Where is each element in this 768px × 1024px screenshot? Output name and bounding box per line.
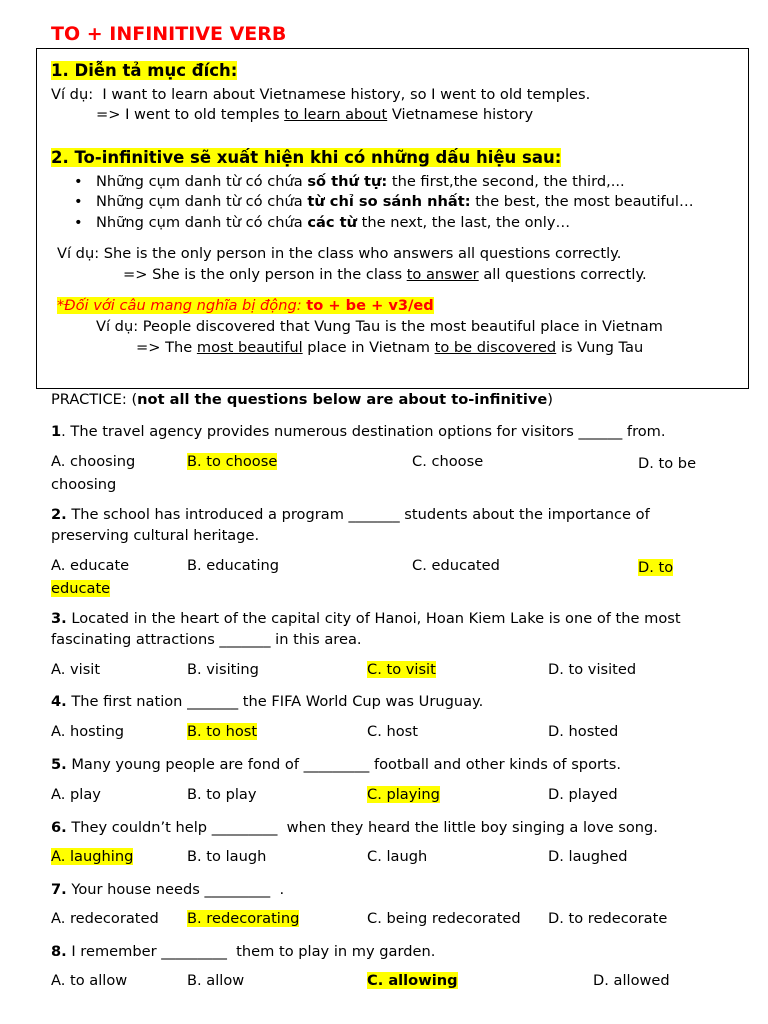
question-6 — [51, 817, 711, 838]
example-label: Ví dụ: — [51, 86, 94, 103]
question-text: Many young people are fond of _________ football and other kinds of sports. — [66, 756, 621, 773]
rewrite-text: all questions correctly. — [478, 266, 647, 283]
question-number: 5. — [51, 756, 67, 773]
underlined-phrase: to learn about — [284, 106, 388, 123]
document-title: TO + INFINITIVE VERB — [51, 23, 287, 45]
option-c-answer: C. playing — [367, 786, 440, 803]
question-number: 3. — [51, 610, 67, 627]
option-a: A. redecorated — [51, 910, 159, 927]
rewrite-text: => The — [136, 339, 197, 356]
bullet-bold: từ chỉ so sánh nhất: — [307, 193, 471, 210]
option-d: D. laughed — [548, 848, 628, 865]
bullet-text: Những cụm danh từ có chứa — [96, 173, 308, 190]
option-c-answer: C. allowing — [367, 972, 458, 989]
section-2-heading: 2. To-infinitive sẽ xuất hiện khi có những dấu hiệu sau: — [51, 148, 562, 167]
section-2-example: Ví dụ: She is the only person in the class who answers all questions correctly. — [57, 245, 622, 262]
option-b: B. to laugh — [187, 848, 267, 865]
bullet-text: the best, the most beautiful… — [470, 193, 694, 210]
option-d: D. to be choosing — [51, 455, 697, 493]
rewrite-text: Vietnamese history — [387, 106, 534, 123]
section-1-heading: 1. Diễn tả mục đích: — [51, 61, 238, 80]
practice-text: ) — [547, 391, 553, 408]
option-d-answer — [51, 557, 711, 599]
rewrite-text: => I went to old temples — [96, 106, 285, 123]
answer-highlight: D. to educate — [51, 559, 674, 597]
question-text: I remember _________ them to play in my garden. — [66, 943, 436, 960]
question-1 — [51, 421, 711, 442]
question-text: . The travel agency provides numerous destination options for visitors ______ from. — [61, 423, 666, 440]
option-c-answer: C. to visit — [367, 661, 436, 678]
option-a: A. educate — [51, 557, 130, 574]
example-sentence: I want to learn about Vietnamese history, so I went to old temples. — [102, 86, 591, 103]
bullet-item — [96, 214, 570, 231]
option-b-answer: B. to choose — [187, 453, 278, 470]
option-c: C. educated — [412, 557, 500, 574]
rewrite-text: => She is the only person in the class — [123, 266, 407, 283]
option-b-answer: B. to host — [187, 723, 258, 740]
bullet-text: the first,the second, the third,... — [387, 173, 625, 190]
bullet-item — [96, 193, 694, 210]
question-text: Located in the heart of the capital city of Hanoi, Hoan Kiem Lake is one of the most fascinating attractions _______ in this area. — [51, 610, 681, 648]
section-2-rewrite — [123, 266, 647, 283]
note-text: *Đối với câu mang nghĩa bị động: — [57, 297, 307, 314]
option-b: B. educating — [187, 557, 280, 574]
option-c: C. choose — [412, 453, 484, 470]
option-d: D. to visited — [548, 661, 637, 678]
section-1-example — [51, 86, 590, 103]
practice-label — [51, 391, 553, 408]
practice-bold: not all the questions below are about to-infinitive — [137, 391, 548, 408]
option-a: A. visit — [51, 661, 101, 678]
option-a: A. hosting — [51, 723, 125, 740]
option-a-answer: A. laughing — [51, 848, 134, 865]
note-formula: to + be + v3/ed — [306, 297, 434, 314]
bullet-text: Những cụm danh từ có chứa — [96, 193, 308, 210]
bullet-text: Những cụm danh từ có chứa — [96, 214, 308, 231]
option-a: A. choosing — [51, 453, 136, 470]
option-c: C. laugh — [367, 848, 428, 865]
question-number: 1 — [51, 423, 62, 440]
option-d: D. allowed — [593, 972, 670, 989]
question-3 — [51, 608, 711, 650]
question-number: 2. — [51, 506, 67, 523]
question-number: 6. — [51, 819, 67, 836]
option-b: B. visiting — [187, 661, 259, 678]
option-a: A. play — [51, 786, 101, 803]
question-text: They couldn’t help _________ when they heard the little boy singing a love song. — [66, 819, 658, 836]
option-d: D. hosted — [548, 723, 619, 740]
question-8 — [51, 941, 711, 962]
bullet-bold: số thứ tự: — [307, 173, 388, 190]
option-d: D. to redecorate — [548, 910, 668, 927]
question-text: Your house needs _________ . — [66, 881, 285, 898]
option-c: C. being redecorated — [367, 910, 521, 927]
rewrite-text: is Vung Tau — [556, 339, 644, 356]
passive-note — [57, 297, 434, 314]
passive-rewrite — [136, 339, 643, 356]
underlined-phrase: to be discovered — [434, 339, 557, 356]
question-7 — [51, 879, 711, 900]
bullet-item — [96, 173, 625, 190]
question-2 — [51, 504, 711, 546]
bullet-text: the next, the last, the only… — [356, 214, 571, 231]
option-a: A. to allow — [51, 972, 128, 989]
option-d: D. played — [548, 786, 618, 803]
question-text: The first nation _______ the FIFA World Cup was Uruguay. — [66, 693, 484, 710]
question-number: 4. — [51, 693, 67, 710]
option-b-answer: B. redecorating — [187, 910, 300, 927]
question-text: The school has introduced a program _______ students about the importance of preserving cultural heritage. — [51, 506, 650, 544]
option-c: C. host — [367, 723, 418, 740]
question-number: 7. — [51, 881, 67, 898]
question-5 — [51, 754, 711, 775]
section-1-rewrite — [96, 106, 533, 123]
rewrite-text: place in Vietnam — [302, 339, 435, 356]
underlined-phrase: most beautiful — [196, 339, 303, 356]
practice-text: PRACTICE: ( — [51, 391, 138, 408]
underlined-phrase: to answer — [406, 266, 479, 283]
question-4 — [51, 691, 711, 712]
question-number: 8. — [51, 943, 67, 960]
option-b: B. to play — [187, 786, 257, 803]
passive-example: Ví dụ: People discovered that Vung Tau is the most beautiful place in Vietnam — [96, 318, 663, 335]
option-b: B. allow — [187, 972, 245, 989]
bullet-bold: các từ — [307, 214, 357, 231]
